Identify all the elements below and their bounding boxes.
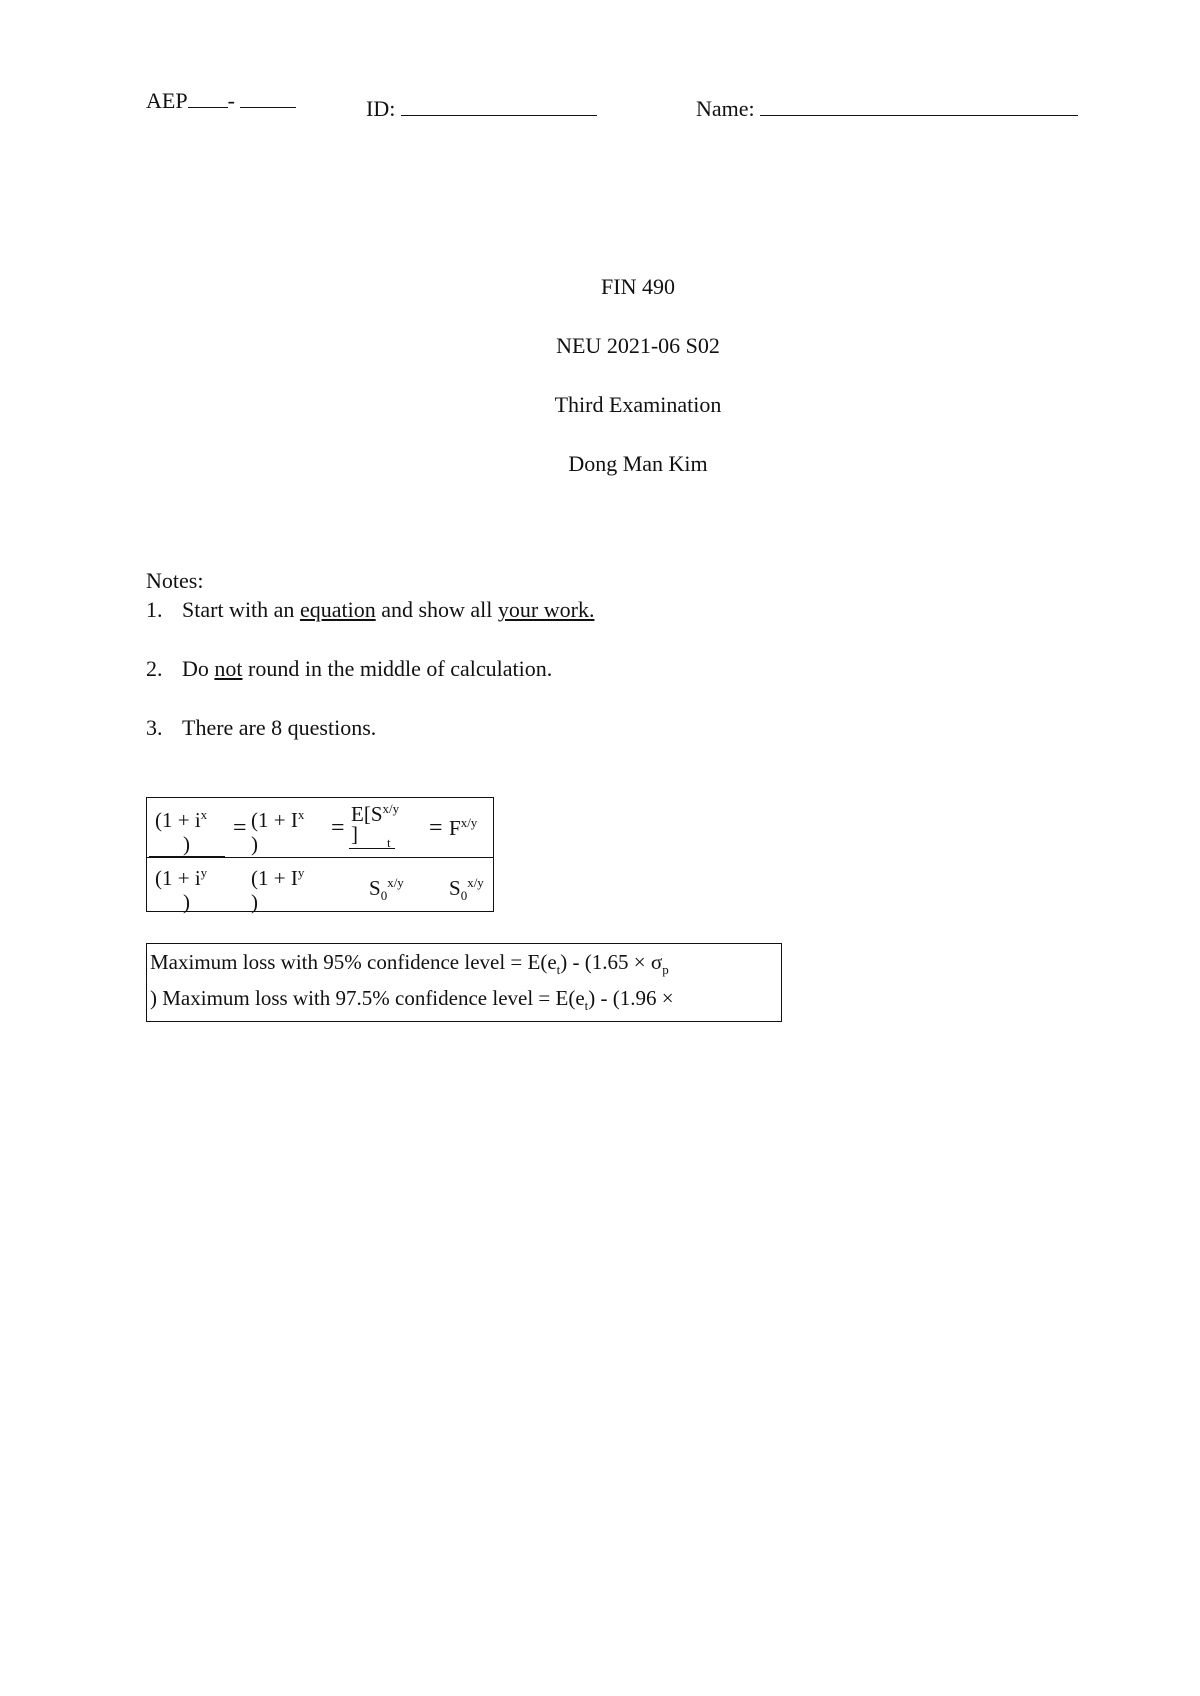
term2-numerator: ($1 + I^x$ [251,807,305,832]
aep-label: AEP [146,88,188,113]
term3-denominator: $S_0^{x/y}$ [369,875,404,904]
section-title: NEU 2021-06 S02 [556,333,720,358]
term3-numerator-close: ] [351,822,358,846]
term2-numerator-close: ) [251,832,258,856]
formula-divider [147,857,493,858]
exam-title: Third Examination [554,392,722,417]
var-formula-box [146,943,782,1022]
name-blank[interactable] [760,114,1078,116]
term1-numerator: ($1 + i^x$ [155,807,208,832]
term1-numerator-close: ) [183,832,190,856]
note-item-1: 1. Start with an equation and show all your work. [146,597,595,622]
term4-numerator: $F^{x/y}$ [449,815,478,840]
name-field [696,96,1078,122]
term2-denominator-close: ) [251,890,258,914]
aep-field [146,88,296,114]
instructor-name: Dong Man Kim [568,451,708,476]
term4-denominator: $S_0^{x/y}$ [449,875,484,904]
equals-3: = [429,815,443,841]
equals-1: = [233,815,247,841]
note-item-3: 3. There are 8 questions. [146,715,377,740]
aep-blank-1[interactable] [188,106,228,108]
term1-denominator-close: ) [183,890,190,914]
equals-2: = [331,815,345,841]
notes-heading: Notes: [146,568,204,593]
id-label: ID: [366,96,396,121]
name-label: Name: [696,96,755,121]
course-title: FIN 490 [601,274,675,299]
note-item-2: 2. Do not round in the middle of calculation. [146,656,553,681]
term3-fraction-bar [349,848,395,849]
aep-blank-2[interactable] [240,106,296,108]
var-95-line: Maximum loss with 95% confidence level = $E(e_t) - (1.65 \times \sigma_p$ [150,950,669,978]
id-field [366,96,597,122]
id-blank[interactable] [401,114,597,116]
parity-formula-box [146,797,494,912]
term1-fraction-bar [149,856,225,857]
term2-denominator: ($1 + I^y$ [251,865,305,890]
term3-numerator: $E[S^{x/y}$ [351,801,400,826]
term3-subscript: t [387,835,391,850]
term1-denominator: ($1 + i^y$ [155,865,208,890]
var-975-line: ) Maximum loss with 97.5% confidence level = $E(e_t) - (1.96$ × [150,986,674,1014]
aep-dash: - [227,88,235,113]
